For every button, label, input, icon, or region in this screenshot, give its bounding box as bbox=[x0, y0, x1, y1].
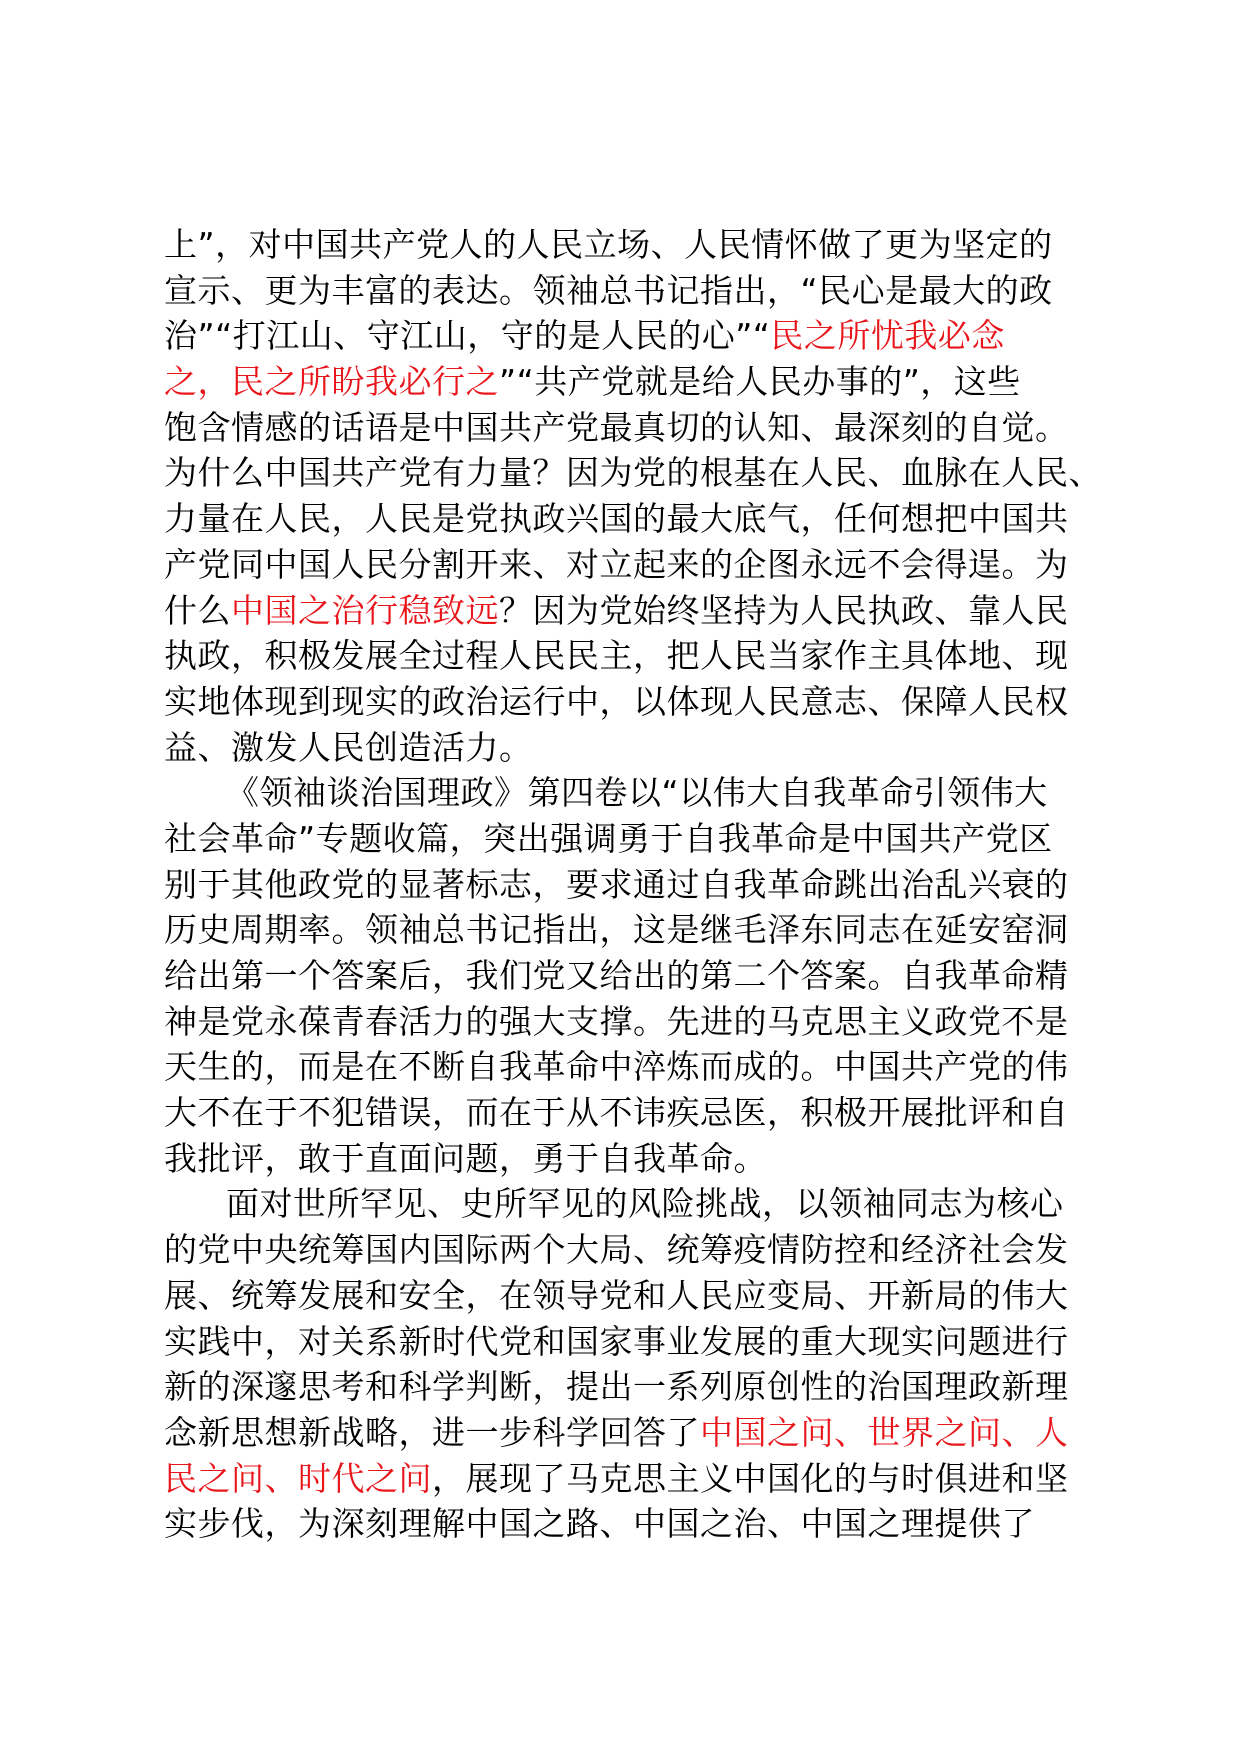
text-line bbox=[164, 359, 1092, 405]
text-line: 社会革命”专题收篇，突出强调勇于自我革命是中国共产党区 bbox=[164, 818, 1053, 858]
text-line: 产党同中国人民分割开来、对立起来的企图永远不会得逞。为 bbox=[164, 544, 1069, 584]
text-run: ”“共产党就是给人民办事的”，这些 bbox=[499, 362, 1021, 402]
text-line: 饱含情感的话语是中国共产党最真切的认知、最深刻的自觉。 bbox=[164, 407, 1069, 447]
highlighted-phrase: 民之问、时代之问 bbox=[164, 1458, 432, 1498]
text-line: 大不在于不犯错误，而在于从不讳疾忌医，积极开展批评和自 bbox=[164, 1093, 1069, 1133]
text-line: 实践中，对关系新时代党和国家事业发展的重大现实问题进行 bbox=[164, 1321, 1069, 1361]
text-line bbox=[164, 588, 1092, 634]
highlighted-quote: 民之所忧我必念 bbox=[770, 316, 1005, 356]
text-line: 我批评，敢于直面问题，勇于自我革命。 bbox=[164, 1138, 767, 1178]
highlighted-phrase: 中国之治行稳致远 bbox=[231, 590, 499, 630]
highlighted-phrase: 中国之问、世界之问、人 bbox=[700, 1412, 1069, 1452]
text-run: 念新思想新战略，进一步科学回答了 bbox=[164, 1412, 700, 1452]
text-line: 天生的，而是在不断自我革命中淬炼而成的。中国共产党的伟 bbox=[164, 1047, 1069, 1087]
text-line: 为什么中国共产党有力量？因为党的根基在人民、血脉在人民、 bbox=[164, 453, 1102, 493]
text-line: 力量在人民，人民是党执政兴国的最大底气，任何想把中国共 bbox=[164, 499, 1069, 539]
body-text bbox=[164, 222, 1102, 1547]
text-run: ？因为党始终坚持为人民执政、靠人民 bbox=[499, 590, 1069, 630]
text-run: ，展现了马克思主义中国化的与时俱进和坚 bbox=[432, 1458, 1069, 1498]
paragraph-2 bbox=[164, 770, 1092, 1181]
text-line: 宣示、更为丰富的表达。领袖总书记指出，“民心是最大的政 bbox=[164, 270, 1053, 310]
text-line bbox=[164, 313, 1092, 359]
text-line: 给出第一个答案后，我们党又给出的第二个答案。自我革命精 bbox=[164, 956, 1069, 995]
text-line: 执政，积极发展全过程人民民主，把人民当家作主具体地、现 bbox=[164, 636, 1069, 676]
text-line: 新的深邃思考和科学判断，提出一系列原创性的治国理政新理 bbox=[164, 1367, 1069, 1407]
text-run: 治”“打江山、守江山，守的是人民的心”“ bbox=[164, 316, 771, 356]
text-line: 面对世所罕见、史所罕见的风险挑战，以领袖同志为核心 bbox=[226, 1184, 1064, 1224]
text-line: 的党中央统筹国内国际两个大局、统筹疫情防控和经济社会发 bbox=[164, 1230, 1069, 1270]
text-run: 什么 bbox=[164, 590, 231, 630]
paragraph-1 bbox=[164, 222, 1102, 770]
text-line: 展、统筹发展和安全，在领导党和人民应变局、开新局的伟大 bbox=[164, 1275, 1069, 1315]
text-line: 神是党永葆青春活力的强大支撑。先进的马克思主义政党不是 bbox=[164, 1001, 1069, 1041]
text-line: 益、激发人民创造活力。 bbox=[164, 727, 533, 767]
text-line bbox=[164, 1456, 1092, 1502]
highlighted-quote: 之，民之所盼我必行之 bbox=[164, 362, 499, 402]
text-line: 实步伐，为深刻理解中国之路、中国之治、中国之理提供了 bbox=[164, 1504, 1035, 1544]
text-line: 《领袖谈治国理政》第四卷以“以伟大自我革命引领伟大 bbox=[226, 773, 1048, 813]
text-line bbox=[164, 1410, 1092, 1456]
text-line: 上”，对中国共产党人的人民立场、人民情怀做了更为坚定的 bbox=[164, 225, 1053, 264]
paragraph-3 bbox=[164, 1181, 1092, 1547]
text-line: 别于其他政党的显著标志，要求通过自我革命跳出治乱兴衰的 bbox=[164, 864, 1069, 904]
text-line: 历史周期率。领袖总书记指出，这是继毛泽东同志在延安窑洞 bbox=[164, 910, 1069, 950]
text-line: 实地体现到现实的政治运行中，以体现人民意志、保障人民权 bbox=[164, 681, 1069, 721]
